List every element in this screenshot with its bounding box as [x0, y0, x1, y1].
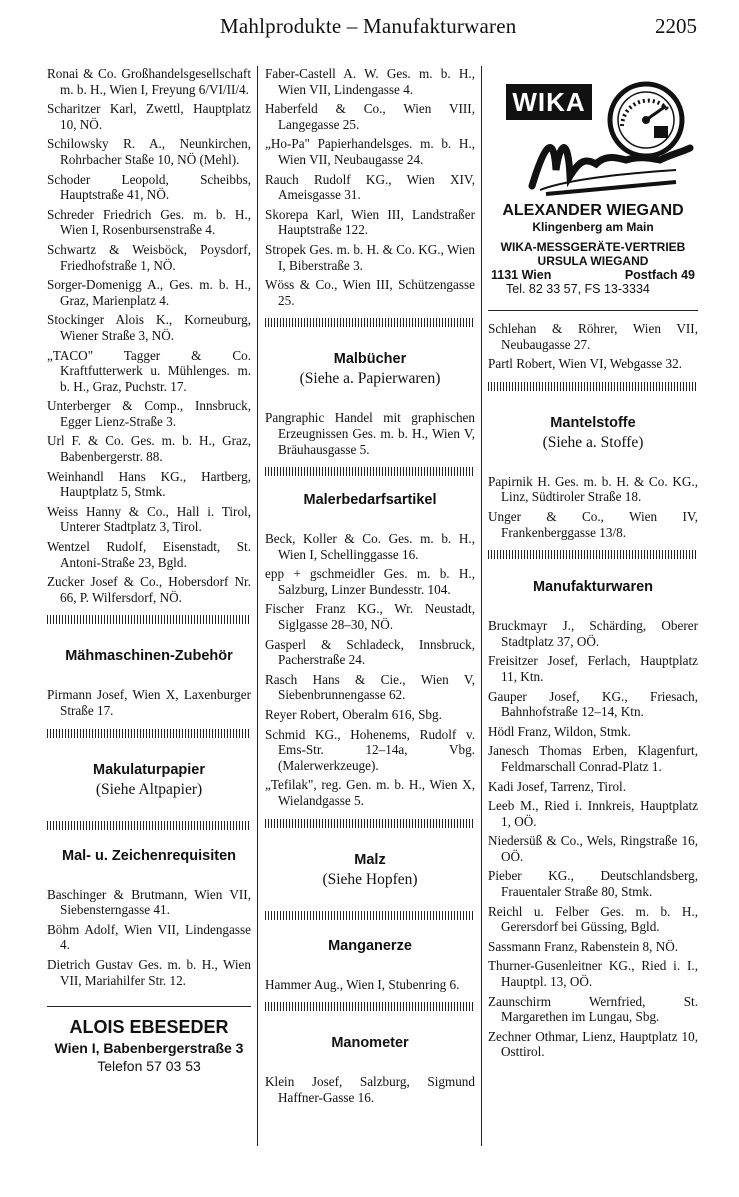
entry-list	[265, 410, 475, 457]
page-number: 2205	[655, 14, 697, 38]
ad-city: Klingenberg am Main	[532, 220, 654, 234]
list-item: Schilowsky R. A., Neunkirchen, Rohrbacher Staße 10, NÖ (Mehl).	[47, 136, 251, 167]
list-item: Schreder Friedrich Ges. m. b. H., Wien I, Rosenbursenstraße 4.	[47, 206, 251, 238]
list-item: Reichl u. Felber Ges. m. b. H., Gerersdorf bei Güssing, Bgld.	[488, 903, 698, 935]
section-title: Manometer	[331, 1035, 409, 1052]
entry-list	[265, 531, 475, 809]
list-item: Stropek Ges. m. b. H. & Co. KG., Wien I, Biberstraße 3.	[265, 241, 475, 273]
section-separator	[47, 615, 251, 624]
entry-list	[47, 687, 251, 718]
see-reference: (Siehe Hopfen)	[322, 870, 418, 888]
column-3	[488, 66, 698, 1064]
list-item: Url F. & Co. Ges. m. b. H., Graz, Babenbergerstr. 88.	[47, 433, 251, 465]
list-item: Schlehan & Röhrer, Wien VII, Neubaugasse 27.	[488, 321, 698, 352]
section-title: Malbücher	[333, 351, 407, 368]
list-item: Unger & Co., Wien IV, Frankenberggasse 13/8.	[488, 508, 698, 540]
see-reference: (Siehe a. Papierwaren)	[299, 370, 441, 388]
list-item: Sorger-Domenigg A., Ges. m. b. H., Graz, Marienplatz 4.	[47, 277, 251, 308]
section-title: Mal- u. Zeichenrequisiten	[61, 847, 237, 864]
column-2	[265, 66, 475, 1109]
ad-line2: URSULA WIEGAND	[537, 254, 649, 268]
ad-top-rule	[47, 1006, 251, 1007]
advertisement-ebeseder	[47, 1017, 251, 1074]
list-item: Pirmann Josef, Wien X, Laxenburger Straße 17.	[47, 687, 251, 718]
see-reference: (Siehe a. Stoffe)	[542, 433, 644, 451]
list-item: Haberfeld & Co., Wien VIII, Langegasse 25.	[265, 101, 475, 132]
list-item: Unterberger & Comp., Innsbruck, Egger Lienz-Straße 3.	[47, 398, 251, 429]
ad-company-name: ALOIS EBESEDER	[69, 1017, 229, 1038]
entry-list	[488, 474, 698, 540]
section-title: Malz	[354, 851, 386, 868]
list-item: Gasperl & Schladeck, Innsbruck, Pacherstraße 24.	[265, 636, 475, 668]
list-item: Baschinger & Brutmann, Wien VII, Siebensterngasse 41.	[47, 886, 251, 918]
section-separator	[265, 911, 475, 920]
ad-line1: WIKA-MESSGERÄTE-VERTRIEB	[500, 240, 686, 254]
list-item: Fischer Franz KG., Wr. Neustadt, Siglgasse 28–30, NÖ.	[265, 601, 475, 633]
page-title: Mahlprodukte – Manufakturwaren	[220, 14, 517, 38]
list-item: Dietrich Gustav Ges. m. b. H., Wien VII, Mariahilfer Str. 12.	[47, 956, 251, 988]
page-header	[0, 14, 739, 44]
entry-list	[265, 66, 475, 308]
list-item: Leeb M., Ried i. Innkreis, Hauptplatz 1, OÖ.	[488, 798, 698, 829]
section-separator	[265, 467, 475, 476]
list-item: Böhm Adolf, Wien VII, Lindengasse 4.	[47, 921, 251, 953]
section-separator	[265, 819, 475, 828]
list-item: Schmid KG., Hohenems, Rudolf v. Ems-Str. 12–14a, Vbg. (Malerwerkzeuge).	[265, 726, 475, 773]
list-item: Niedersüß & Co., Wels, Ringstraße 16, OÖ.	[488, 833, 698, 864]
entry-list	[47, 66, 251, 605]
advertisement-wika	[488, 72, 698, 296]
ad-postbox: Postfach 49	[624, 268, 695, 282]
list-item: Freisitzer Josef, Ferlach, Hauptplatz 11, Ktn.	[488, 653, 698, 684]
list-item: Rasch Hans & Cie., Wien V, Siebenbrunnengasse 62.	[265, 671, 475, 703]
column-1	[47, 66, 251, 1074]
column-divider-1	[257, 66, 258, 1146]
list-item: Faber-Castell A. W. Ges. m. b. H., Wien VII, Lindengasse 4.	[265, 66, 475, 97]
ad-postcode-city: 1131 Wien	[491, 268, 552, 282]
list-item: Zucker Josef & Co., Hobersdorf Nr. 66, P. Wilfersdorf, NÖ.	[47, 574, 251, 605]
list-item: Kadi Josef, Tarrenz, Tirol.	[488, 778, 627, 794]
section-separator	[265, 1002, 475, 1011]
list-item: „TACO" Tagger & Co. Kraftfutterwerk u. Mühlenges. m. b. H., Graz, Puchstr. 17.	[47, 347, 251, 394]
list-item: Thurner-Gusenleitner KG., Ried i. I., Hauptpl. 13, OÖ.	[488, 958, 698, 990]
wika-logo	[488, 72, 698, 202]
list-item: Partl Robert, Wien VI, Webgasse 32.	[488, 356, 682, 372]
list-item: Sassmann Franz, Rabenstein 8, NÖ.	[488, 938, 679, 954]
ad-phone: Telefon 57 03 53	[97, 1058, 201, 1075]
section-title: Malerbedarfsartikel	[303, 492, 437, 509]
ad-phone: Tel. 82 33 57, FS 13-3334	[506, 282, 650, 296]
ad-postal-row	[488, 268, 698, 282]
list-item: Pieber KG., Deutschlandsberg, Frauentaler Straße 80, Stmk.	[488, 868, 698, 900]
section-separator	[488, 382, 698, 391]
list-item: Gauper Josef, KG., Friesach, Bahnhofstraße 12–14, Ktn.	[488, 688, 698, 720]
section-title: Mantelstoffe	[550, 414, 636, 431]
entry-list	[265, 977, 475, 993]
list-item: Hammer Aug., Wien I, Stubenring 6.	[265, 976, 460, 992]
section-title: Manganerze	[328, 937, 412, 954]
list-item: Hödl Franz, Wildon, Stmk.	[488, 723, 631, 739]
list-item: Zechner Othmar, Lienz, Hauptplatz 10, Osttirol.	[488, 1028, 698, 1060]
list-item: Rauch Rudolf KG., Wien XIV, Ameisgasse 31.	[265, 171, 475, 203]
section-separator	[47, 729, 251, 738]
wika-badge: WIKA	[506, 84, 592, 120]
list-item: Skorepa Karl, Wien III, Landstraßer Hauptstraße 122.	[265, 206, 475, 238]
list-item: Papirnik H. Ges. m. b. H. & Co. KG., Linz, Südtiroler Straße 18.	[488, 473, 698, 505]
ad-company-name: ALEXANDER WIEGAND	[502, 202, 684, 219]
list-item: Scharitzer Karl, Zwettl, Hauptplatz 10, NÖ.	[47, 101, 251, 132]
list-item: Reyer Robert, Oberalm 616, Sbg.	[265, 707, 442, 723]
ad-bottom-rule	[488, 310, 698, 311]
section-title: Mähmaschinen-Zubehör	[65, 648, 233, 665]
list-item: Bruckmayr J., Schärding, Oberer Stadtplatz 37, OÖ.	[488, 618, 698, 649]
list-item: Klein Josef, Salzburg, Sigmund Haffner-Gasse 16.	[265, 1074, 475, 1105]
list-item: Janesch Thomas Erben, Klagenfurt, Feldmarschall Conrad-Platz 1.	[488, 743, 698, 774]
list-item: Weinhandl Hans KG., Hartberg, Hauptplatz 5, Stmk.	[47, 468, 251, 500]
section-separator	[488, 550, 698, 559]
list-item: Stockinger Alois K., Korneuburg, Wiener Straße 3, NÖ.	[47, 312, 251, 343]
entry-list	[265, 1074, 475, 1105]
list-item: Pangraphic Handel mit graphischen Erzeugnissen Ges. m. b. H., Wien V, Bräuhausgasse 5.	[265, 410, 475, 457]
list-item: Beck, Koller & Co. Ges. m. b. H., Wien I, Schellinggasse 16.	[265, 531, 475, 562]
column-divider-2	[481, 66, 482, 1146]
list-item: Ronai & Co. Großhandelsgesellschaft m. b. H., Wien I, Freyung 6/VI/II/4.	[47, 66, 251, 97]
entry-list	[488, 321, 698, 372]
list-item: Wöss & Co., Wien III, Schützengasse 25.	[265, 277, 475, 308]
list-item: Wentzel Rudolf, Eisenstadt, St. Antoni-Straße 23, Bgld.	[47, 539, 251, 570]
entry-list	[488, 618, 698, 1060]
ad-address: Wien I, Babenbergerstraße 3	[54, 1040, 244, 1057]
see-reference: (Siehe Altpapier)	[95, 780, 203, 798]
list-item: „Ho-Pa" Papierhandelsges. m. b. H., Wien VII, Neubaugasse 24.	[265, 136, 475, 167]
list-item: Weiss Hanny & Co., Hall i. Tirol, Unterer Stadtplatz 3, Tirol.	[47, 503, 251, 535]
list-item: Zaunschirm Wernfried, St. Margarethen im Lungau, Sbg.	[488, 993, 698, 1025]
list-item: epp + gschmeidler Ges. m. b. H., Salzburg, Linzer Bundesstr. 104.	[265, 566, 475, 597]
section-title: Manufakturwaren	[532, 579, 654, 596]
list-item: Schwartz & Weisböck, Poysdorf, Friedhofstraße 1, NÖ.	[47, 241, 251, 273]
section-title: Makulaturpapier	[93, 761, 205, 778]
manometer-script-logo	[526, 130, 696, 200]
list-item: „Tefilak", reg. Gen. m. b. H., Wien X, Wielandgasse 5.	[265, 777, 475, 808]
section-separator	[265, 318, 475, 327]
entry-list	[47, 887, 251, 989]
list-item: Schoder Leopold, Scheibbs, Hauptstraße 41, NÖ.	[47, 171, 251, 203]
section-separator	[47, 821, 251, 830]
